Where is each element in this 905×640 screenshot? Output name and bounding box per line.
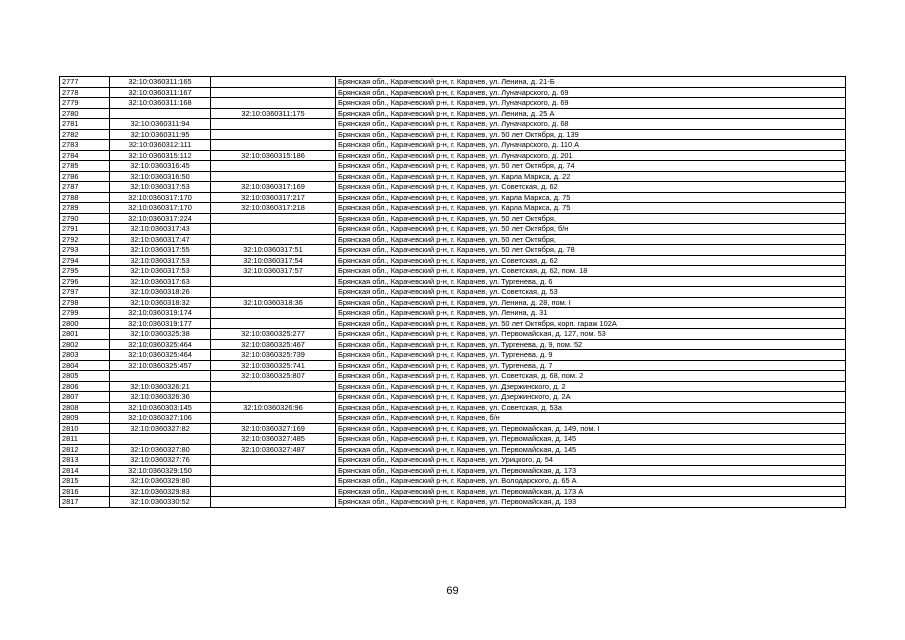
linked-cadastral-number-cell: 32:10:0360327:169 (211, 423, 336, 434)
row-number-cell: 2811 (60, 434, 110, 445)
row-number-cell: 2779 (60, 98, 110, 109)
row-number-cell: 2793 (60, 245, 110, 256)
cadastral-number-cell: 32:10:0360311:167 (110, 87, 211, 98)
address-cell: Брянская обл., Карачевский р-н, г. Карачев, ул. Советская, д. 53 (336, 287, 846, 298)
table-row (60, 150, 846, 161)
cadastral-number-cell: 32:10:0360317:170 (110, 192, 211, 203)
row-number-cell: 2798 (60, 297, 110, 308)
address-cell: Брянская обл., Карачевский р-н, г. Карачев, ул. Дзержинского, д. 2 (336, 381, 846, 392)
property-registry-table (59, 76, 846, 508)
address-cell: Брянская обл., Карачевский р-н, г. Карачев, ул. Карла Маркса, д. 22 (336, 171, 846, 182)
row-number-cell: 2809 (60, 413, 110, 424)
table-row (60, 119, 846, 130)
row-number-cell: 2815 (60, 476, 110, 487)
row-number-cell: 2787 (60, 182, 110, 193)
cadastral-number-cell: 32:10:0360326:21 (110, 381, 211, 392)
row-number-cell: 2778 (60, 87, 110, 98)
cadastral-number-cell: 32:10:0360329:83 (110, 486, 211, 497)
linked-cadastral-number-cell: 32:10:0360327:487 (211, 444, 336, 455)
linked-cadastral-number-cell (211, 140, 336, 151)
linked-cadastral-number-cell: 32:10:0360315:186 (211, 150, 336, 161)
table-row (60, 98, 846, 109)
cadastral-number-cell: 32:10:0360325:464 (110, 350, 211, 361)
row-number-cell: 2782 (60, 129, 110, 140)
cadastral-number-cell: 32:10:0360318:26 (110, 287, 211, 298)
linked-cadastral-number-cell (211, 392, 336, 403)
address-cell: Брянская обл., Карачевский р-н, г. Карачев, ул. 50 лет Октября, д. 139 (336, 129, 846, 140)
linked-cadastral-number-cell: 32:10:0360325:807 (211, 371, 336, 382)
address-cell: Брянская обл., Карачевский р-н, г. Карачев, ул. Луначарского, д. 69 (336, 87, 846, 98)
address-cell: Брянская обл., Карачевский р-н, г. Карачев, ул. Луначарского, д. 110 А (336, 140, 846, 151)
row-number-cell: 2786 (60, 171, 110, 182)
table-row (60, 423, 846, 434)
cadastral-number-cell: 32:10:0360317:55 (110, 245, 211, 256)
linked-cadastral-number-cell (211, 381, 336, 392)
table-row (60, 234, 846, 245)
cadastral-number-cell: 32:10:0360317:43 (110, 224, 211, 235)
linked-cadastral-number-cell (211, 497, 336, 508)
linked-cadastral-number-cell (211, 465, 336, 476)
cadastral-number-cell (110, 434, 211, 445)
table-row (60, 497, 846, 508)
table-row (60, 339, 846, 350)
table-row (60, 213, 846, 224)
row-number-cell: 2791 (60, 224, 110, 235)
row-number-cell: 2780 (60, 108, 110, 119)
cadastral-number-cell: 32:10:0360303:145 (110, 402, 211, 413)
table-row (60, 444, 846, 455)
row-number-cell: 2816 (60, 486, 110, 497)
table-row (60, 203, 846, 214)
cadastral-number-cell: 32:10:0360330:52 (110, 497, 211, 508)
address-cell: Брянская обл., Карачевский р-н, г. Карачев, ул. Ленина, д. 28, пом. I (336, 297, 846, 308)
cadastral-number-cell: 32:10:0360317:53 (110, 255, 211, 266)
table-row (60, 182, 846, 193)
cadastral-number-cell: 32:10:0360312:111 (110, 140, 211, 151)
linked-cadastral-number-cell: 32:10:0360311:175 (211, 108, 336, 119)
row-number-cell: 2796 (60, 276, 110, 287)
row-number-cell: 2795 (60, 266, 110, 277)
row-number-cell: 2801 (60, 329, 110, 340)
row-number-cell: 2788 (60, 192, 110, 203)
linked-cadastral-number-cell: 32:10:0360325:277 (211, 329, 336, 340)
cadastral-number-cell: 32:10:0360327:82 (110, 423, 211, 434)
table-row (60, 308, 846, 319)
table-row (60, 255, 846, 266)
address-cell: Брянская обл., Карачевский р-н, г. Карачев, ул. 50 лет Октября, д. 78 (336, 245, 846, 256)
row-number-cell: 2805 (60, 371, 110, 382)
row-number-cell: 2814 (60, 465, 110, 476)
address-cell: Брянская обл., Карачевский р-н, г. Карачев, ул. 50 лет Октября, д. 74 (336, 161, 846, 172)
row-number-cell: 2808 (60, 402, 110, 413)
address-cell: Брянская обл., Карачевский р-н, г. Карачев, ул. Первомайская, д. 173 (336, 465, 846, 476)
cadastral-number-cell (110, 371, 211, 382)
table-row (60, 350, 846, 361)
address-cell: Брянская обл., Карачевский р-н, г. Карачев, ул. Первомайская, д. 173 А (336, 486, 846, 497)
cadastral-number-cell: 32:10:0360325:457 (110, 360, 211, 371)
linked-cadastral-number-cell (211, 87, 336, 98)
address-cell: Брянская обл., Карачевский р-н, г. Карачев, ул. Тургенева, д. 9, пом. 52 (336, 339, 846, 350)
address-cell: Брянская обл., Карачевский р-н, г. Карачев, ул. Карла Маркса, д. 75 (336, 192, 846, 203)
cadastral-number-cell: 32:10:0360317:63 (110, 276, 211, 287)
address-cell: Брянская обл., Карачевский р-н, г. Карачев, ул. Володарского, д. 65 А (336, 476, 846, 487)
row-number-cell: 2804 (60, 360, 110, 371)
row-number-cell: 2813 (60, 455, 110, 466)
linked-cadastral-number-cell (211, 287, 336, 298)
linked-cadastral-number-cell: 32:10:0360325:741 (211, 360, 336, 371)
cadastral-number-cell: 32:10:0360317:224 (110, 213, 211, 224)
cadastral-number-cell: 32:10:0360325:464 (110, 339, 211, 350)
address-cell: Брянская обл., Карачевский р-н, г. Карачев, ул. Ленина, д. 31 (336, 308, 846, 319)
address-cell: Брянская обл., Карачевский р-н, г. Карачев, ул. 50 лет Октября, (336, 213, 846, 224)
cadastral-number-cell: 32:10:0360316:45 (110, 161, 211, 172)
table-row (60, 297, 846, 308)
address-cell: Брянская обл., Карачевский р-н, г. Карачев, ул. Первомайская, д. 145 (336, 434, 846, 445)
cadastral-number-cell: 32:10:0360311:94 (110, 119, 211, 130)
registry-table-body (60, 77, 846, 508)
table-row (60, 476, 846, 487)
linked-cadastral-number-cell (211, 119, 336, 130)
cadastral-number-cell: 32:10:0360329:150 (110, 465, 211, 476)
address-cell: Брянская обл., Карачевский р-н, г. Карачев, ул. 50 лет Октября, корп. гараж 102А (336, 318, 846, 329)
row-number-cell: 2785 (60, 161, 110, 172)
cadastral-number-cell: 32:10:0360316:50 (110, 171, 211, 182)
table-row (60, 392, 846, 403)
linked-cadastral-number-cell (211, 276, 336, 287)
row-number-cell: 2784 (60, 150, 110, 161)
row-number-cell: 2817 (60, 497, 110, 508)
linked-cadastral-number-cell (211, 129, 336, 140)
table-row (60, 455, 846, 466)
table-row (60, 381, 846, 392)
linked-cadastral-number-cell (211, 161, 336, 172)
address-cell: Брянская обл., Карачевский р-н, г. Карачев, ул. 50 лет Октября, б/н (336, 224, 846, 235)
table-row (60, 224, 846, 235)
linked-cadastral-number-cell (211, 98, 336, 109)
linked-cadastral-number-cell: 32:10:0360317:218 (211, 203, 336, 214)
linked-cadastral-number-cell (211, 476, 336, 487)
table-row (60, 192, 846, 203)
table-row (60, 266, 846, 277)
cadastral-number-cell: 32:10:0360327:76 (110, 455, 211, 466)
row-number-cell: 2800 (60, 318, 110, 329)
table-row (60, 129, 846, 140)
cadastral-number-cell: 32:10:0360329:80 (110, 476, 211, 487)
table-row (60, 171, 846, 182)
address-cell: Брянская обл., Карачевский р-н, г. Карачев, ул. Советская, д. 62 (336, 182, 846, 193)
linked-cadastral-number-cell: 32:10:0360317:57 (211, 266, 336, 277)
linked-cadastral-number-cell (211, 486, 336, 497)
linked-cadastral-number-cell: 32:10:0360318:36 (211, 297, 336, 308)
cadastral-number-cell (110, 108, 211, 119)
address-cell: Брянская обл., Карачевский р-н, г. Карачев, ул. Урицкого, д. 54 (336, 455, 846, 466)
address-cell: Брянская обл., Карачевский р-н, г. Карачев, ул. Карла Маркса, д. 75 (336, 203, 846, 214)
row-number-cell: 2781 (60, 119, 110, 130)
table-row (60, 77, 846, 88)
linked-cadastral-number-cell (211, 455, 336, 466)
row-number-cell: 2806 (60, 381, 110, 392)
address-cell: Брянская обл., Карачевский р-н, г. Карачев, ул. Ленина, д. 21-Б (336, 77, 846, 88)
linked-cadastral-number-cell: 32:10:0360317:51 (211, 245, 336, 256)
row-number-cell: 2777 (60, 77, 110, 88)
row-number-cell: 2790 (60, 213, 110, 224)
row-number-cell: 2803 (60, 350, 110, 361)
cadastral-number-cell: 32:10:0360311:165 (110, 77, 211, 88)
address-cell: Брянская обл., Карачевский р-н, г. Карачев, ул. Первомайская, д. 193 (336, 497, 846, 508)
linked-cadastral-number-cell (211, 318, 336, 329)
linked-cadastral-number-cell: 32:10:0360317:169 (211, 182, 336, 193)
linked-cadastral-number-cell (211, 413, 336, 424)
table-row (60, 402, 846, 413)
address-cell: Брянская обл., Карачевский р-н, г. Карачев, ул. Советская, д. 62 (336, 255, 846, 266)
address-cell: Брянская обл., Карачевский р-н, г. Карачев, ул. Первомайская, д. 127, пом. 53 (336, 329, 846, 340)
table-row (60, 276, 846, 287)
table-row (60, 318, 846, 329)
row-number-cell: 2797 (60, 287, 110, 298)
cadastral-number-cell: 32:10:0360326:36 (110, 392, 211, 403)
address-cell: Брянская обл., Карачевский р-н, г. Карачев, ул. Ленина, д. 25 А (336, 108, 846, 119)
linked-cadastral-number-cell: 32:10:0360317:54 (211, 255, 336, 266)
address-cell: Брянская обл., Карачевский р-н, г. Карачев, ул. Первомайская, д. 145 (336, 444, 846, 455)
cadastral-number-cell: 32:10:0360318:32 (110, 297, 211, 308)
row-number-cell: 2789 (60, 203, 110, 214)
linked-cadastral-number-cell: 32:10:0360325:467 (211, 339, 336, 350)
row-number-cell: 2810 (60, 423, 110, 434)
table-row (60, 434, 846, 445)
cadastral-number-cell: 32:10:0360327:80 (110, 444, 211, 455)
cadastral-number-cell: 32:10:0360327:106 (110, 413, 211, 424)
table-row (60, 360, 846, 371)
table-row (60, 140, 846, 151)
address-cell: Брянская обл., Карачевский р-н, г. Карачев, ул. Луначарского, д. 68 (336, 119, 846, 130)
table-row (60, 108, 846, 119)
address-cell: Брянская обл., Карачевский р-н, г. Карачев, ул. Советская, д. 68, пом. 2 (336, 371, 846, 382)
table-row (60, 486, 846, 497)
address-cell: Брянская обл., Карачевский р-н, г. Карачев, б/н (336, 413, 846, 424)
cadastral-number-cell: 32:10:0360317:53 (110, 182, 211, 193)
page-number: 69 (446, 585, 459, 597)
cadastral-number-cell: 32:10:0360317:170 (110, 203, 211, 214)
row-number-cell: 2783 (60, 140, 110, 151)
table-row (60, 287, 846, 298)
address-cell: Брянская обл., Карачевский р-н, г. Карачев, ул. Первомайская, д. 149, пом. I (336, 423, 846, 434)
row-number-cell: 2807 (60, 392, 110, 403)
linked-cadastral-number-cell (211, 77, 336, 88)
row-number-cell: 2794 (60, 255, 110, 266)
linked-cadastral-number-cell (211, 171, 336, 182)
row-number-cell: 2792 (60, 234, 110, 245)
address-cell: Брянская обл., Карачевский р-н, г. Карачев, ул. Советская, д. 53а (336, 402, 846, 413)
cadastral-number-cell: 32:10:0360311:168 (110, 98, 211, 109)
linked-cadastral-number-cell: 32:10:0360317:217 (211, 192, 336, 203)
row-number-cell: 2812 (60, 444, 110, 455)
cadastral-number-cell: 32:10:0360319:174 (110, 308, 211, 319)
address-cell: Брянская обл., Карачевский р-н, г. Карачев, ул. Луначарского, д. 201 (336, 150, 846, 161)
table-row (60, 329, 846, 340)
table-row (60, 465, 846, 476)
linked-cadastral-number-cell: 32:10:0360327:485 (211, 434, 336, 445)
table-row (60, 161, 846, 172)
address-cell: Брянская обл., Карачевский р-н, г. Карачев, ул. Тургенева, д. 9 (336, 350, 846, 361)
linked-cadastral-number-cell: 32:10:0360325:739 (211, 350, 336, 361)
cadastral-number-cell: 32:10:0360325:38 (110, 329, 211, 340)
address-cell: Брянская обл., Карачевский р-н, г. Карачев, ул. Советская, д. 62, пом. 18 (336, 266, 846, 277)
address-cell: Брянская обл., Карачевский р-н, г. Карачев, ул. Тургенева, д. 6 (336, 276, 846, 287)
row-number-cell: 2799 (60, 308, 110, 319)
address-cell: Брянская обл., Карачевский р-н, г. Карачев, ул. Тургенева, д. 7 (336, 360, 846, 371)
cadastral-number-cell: 32:10:0360315:112 (110, 150, 211, 161)
cadastral-number-cell: 32:10:0360317:53 (110, 266, 211, 277)
address-cell: Брянская обл., Карачевский р-н, г. Карачев, ул. 50 лет Октября, (336, 234, 846, 245)
table-row (60, 245, 846, 256)
linked-cadastral-number-cell: 32:10:0360326:96 (211, 402, 336, 413)
table-row (60, 413, 846, 424)
address-cell: Брянская обл., Карачевский р-н, г. Карачев, ул. Дзержинского, д. 2А (336, 392, 846, 403)
cadastral-number-cell: 32:10:0360311:95 (110, 129, 211, 140)
linked-cadastral-number-cell (211, 234, 336, 245)
linked-cadastral-number-cell (211, 308, 336, 319)
row-number-cell: 2802 (60, 339, 110, 350)
linked-cadastral-number-cell (211, 213, 336, 224)
address-cell: Брянская обл., Карачевский р-н, г. Карачев, ул. Луначарского, д. 69 (336, 98, 846, 109)
cadastral-number-cell: 32:10:0360317:47 (110, 234, 211, 245)
cadastral-number-cell: 32:10:0360319:177 (110, 318, 211, 329)
table-row (60, 371, 846, 382)
table-row (60, 87, 846, 98)
linked-cadastral-number-cell (211, 224, 336, 235)
